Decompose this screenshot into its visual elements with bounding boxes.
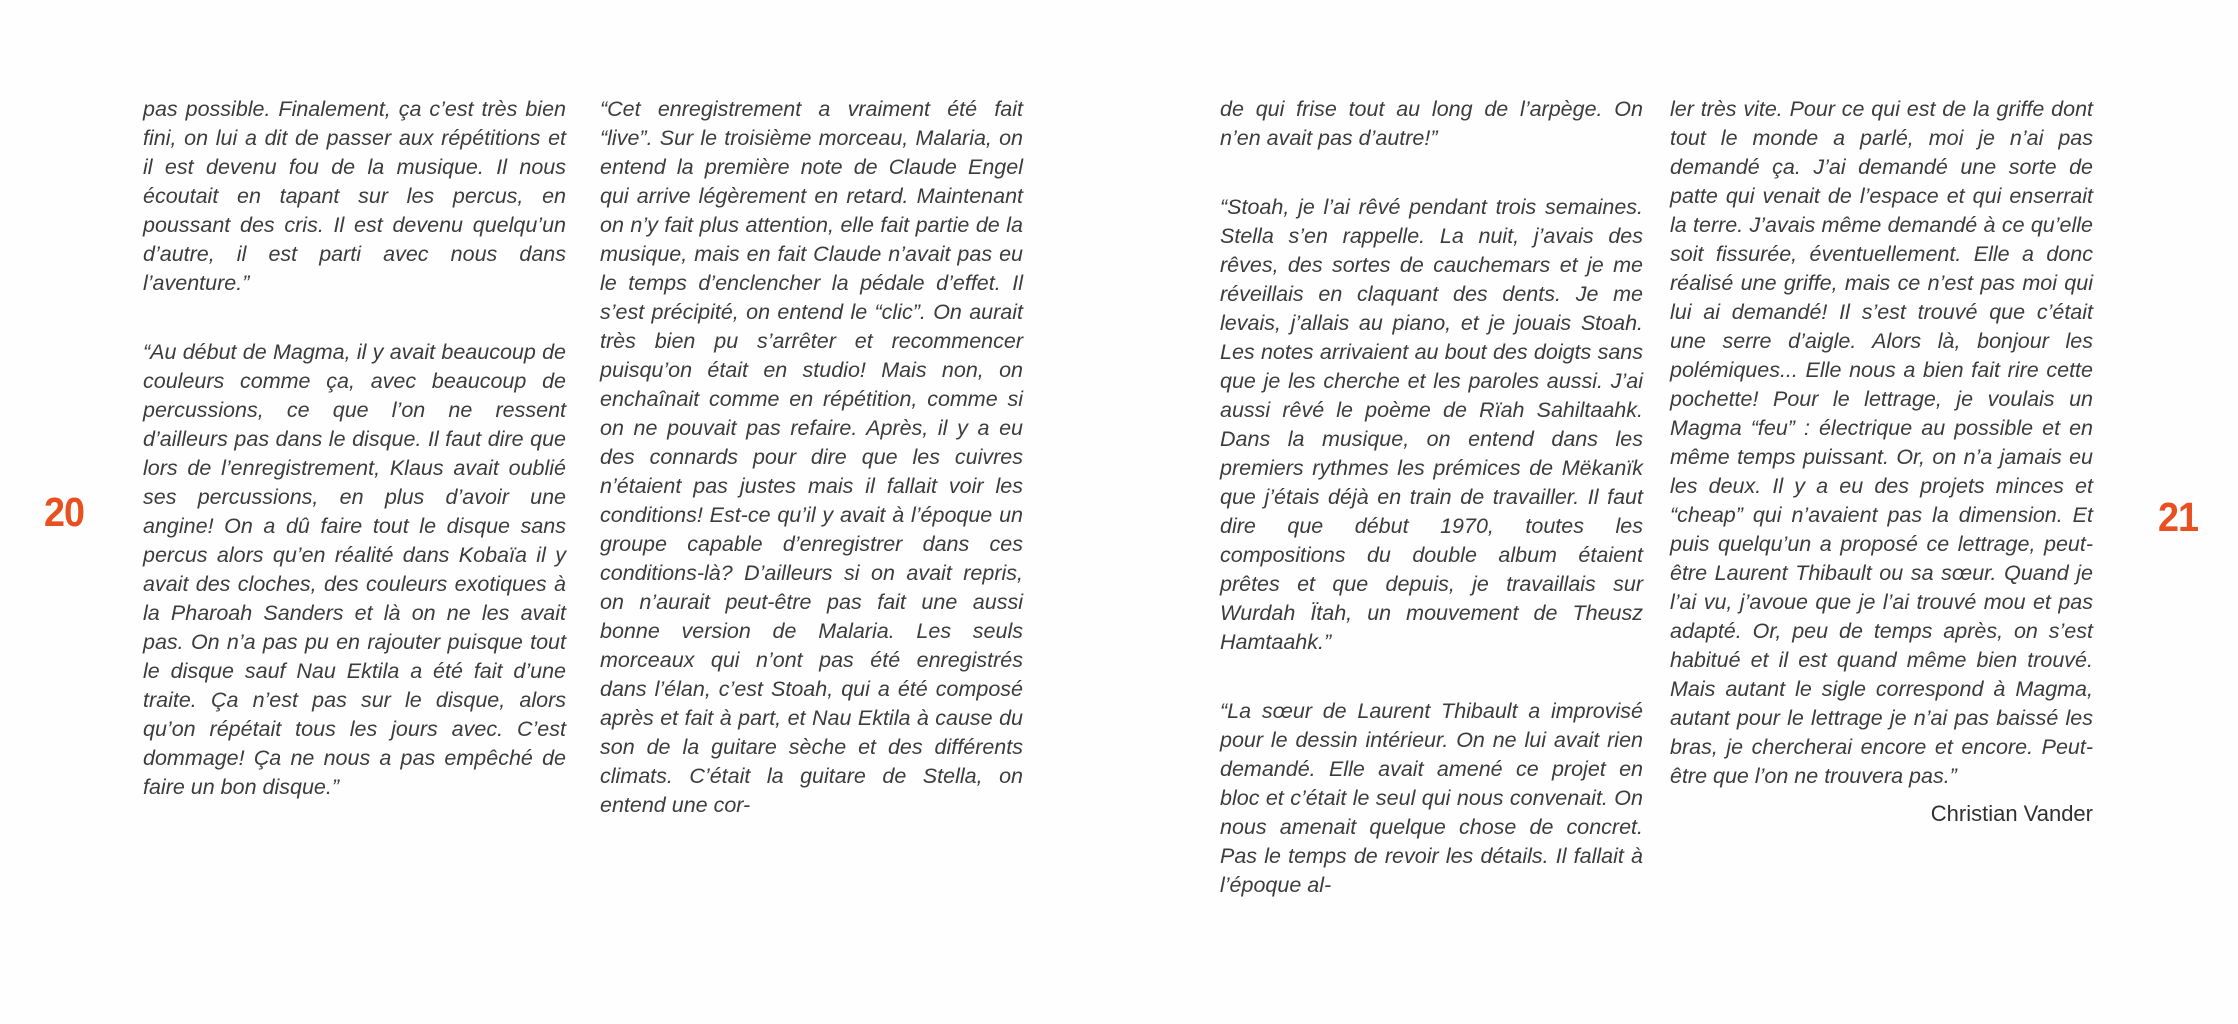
text-column-3 (1220, 95, 1643, 900)
text-column-4 (1670, 95, 2093, 828)
page-number-right: 21 (2158, 494, 2199, 540)
column-paragraphs (1670, 95, 2093, 791)
page-number-left: 20 (44, 489, 85, 535)
paragraph: de qui frise tout au long de l’arpège. On n’en avait pas d’autre!” (1220, 97, 1643, 150)
paragraph: pas possible. Finalement, ça c’est très bien fini, on lui a dit de passer aux répétitions et il est devenu fou de la musique. Il nous écoutait en tapant sur les percus, en poussant des cris. Il est devenu quelqu’un d’autre, il est parti avec nous dans l’aventure.” (143, 97, 566, 295)
text-column-1 (143, 95, 566, 802)
paragraph: “La sœur de Laurent Thibault a improvisé pour le dessin intérieur. On ne lui avait rien demandé. Elle avait amené ce projet en bloc et c’était le seul qui nous convenait. On nous amenait quelque chose de concret. Pas le temps de revoir les détails. Il fallait à l’époque al- (1220, 699, 1643, 897)
attribution: Christian Vander (1930, 801, 2093, 826)
paragraph: ler très vite. Pour ce qui est de la griffe dont tout le monde a parlé, moi je n’ai pas demandé ça. J’ai demandé une sorte de patte qui venait de l’espace et qui enserrait la terre. J’avais même demandé à ce qu’elle soit fissurée, éventuellement. Elle a donc réalisé une griffe, mais ce n’est pas moi qui lui ai demandé! Il s’est trouvé que c’était une serre d’aigle. Alors là, bonjour les polémiques... Elle nous a bien fait rire cette pochette! Pour le lettrage, je voulais un Magma “feu” : électrique au possible et en même temps puissant. Or, on n’a jamais eu les deux. Il y a eu des projets minces et “cheap” qui n’avaient pas la dimension. Et puis quelqu’un a proposé ce lettrage, peut-être Laurent Thibault ou sa sœur. Quand je l’ai vu, j’avoue que je l’ai trouvé mou et pas adapté. Or, peu de temps après, on s’est habitué et il est quand même bien trouvé. Mais autant le sigle correspond à Magma, autant pour le lettrage je n’ai pas baissé les bras, je chercherai encore et encore. Peut-être que l’on ne trouvera pas.” (1670, 97, 2093, 788)
paragraph: “Cet enregistrement a vraiment été fait “live”. Sur le troisième morceau, Malaria, on entend la première note de Claude Engel qui arrive légèrement en retard. Maintenant on n’y fait plus attention, elle fait partie de la musique, mais en fait Claude n’avait pas eu le temps d’enclencher la pédale d’effet. Il s’est précipité, on entend le “clic”. On aurait très bien pu s’arrêter et recommencer puisqu’on était en studio! Mais non, on enchaînait comme en répétition, comme si on ne pouvait pas refaire. Après, il y a eu des connards pour dire que les cuivres n’étaient pas justes mais il fallait voir les conditions! Est-ce qu’il y avait à l’époque un groupe capable d’enregistrer dans ces conditions-là? D’ailleurs si on avait repris, on n’aurait peut-être pas fait une aussi bonne version de Malaria. Les seuls morceaux qui n’ont pas été enregistrés dans l’élan, c’est Stoah, qui a été composé après et fait à part, et Nau Ektila à cause du son de la guitare sèche et des différents climats. C’était la guitare de Stella, on entend une cor- (600, 97, 1023, 817)
paragraph: “Stoah, je l’ai rêvé pendant trois semaines. Stella s’en rappelle. La nuit, j’avais des rêves, des sortes de cauchemars et je me réveillais en claquant des dents. Je me levais, j’allais au piano, et je jouais Stoah. Les notes arrivaient au bout des doigts sans que je les cherche et les paroles aussi. J’ai aussi rêvé le poème de Rïah Sahiltaahk. Dans la musique, on entend dans les premiers rythmes les prémices de Mëkanïk que j’étais déjà en train de travailler. Il faut dire que début 1970, toutes les compositions du double album étaient prêtes et que depuis, je travaillais sur Wurdah Ïtah, un mouvement de Theusz Hamtaahk.” (1220, 195, 1643, 654)
text-column-2 (600, 95, 1023, 820)
paragraph: “Au début de Magma, il y avait beaucoup de couleurs comme ça, avec beaucoup de percussions, ce que l’on ne ressent d’ailleurs pas dans le disque. Il faut dire que lors de l’enregistrement, Klaus avait oublié ses percussions, en plus d’avoir une angine! On a dû faire tout le disque sans percus alors qu’en réalité dans Kobaïa il y avait des cloches, des couleurs exotiques à la Pharoah Sanders et là on ne les avait pas. On n’a pas pu en rajouter puisque tout le disque sauf Nau Ektila a été fait d’une traite. Ça n’est pas sur le disque, alors qu’on répétait tous les jours avec. C’est dommage! Ça ne nous a pas empêché de faire un bon disque.” (143, 340, 566, 799)
